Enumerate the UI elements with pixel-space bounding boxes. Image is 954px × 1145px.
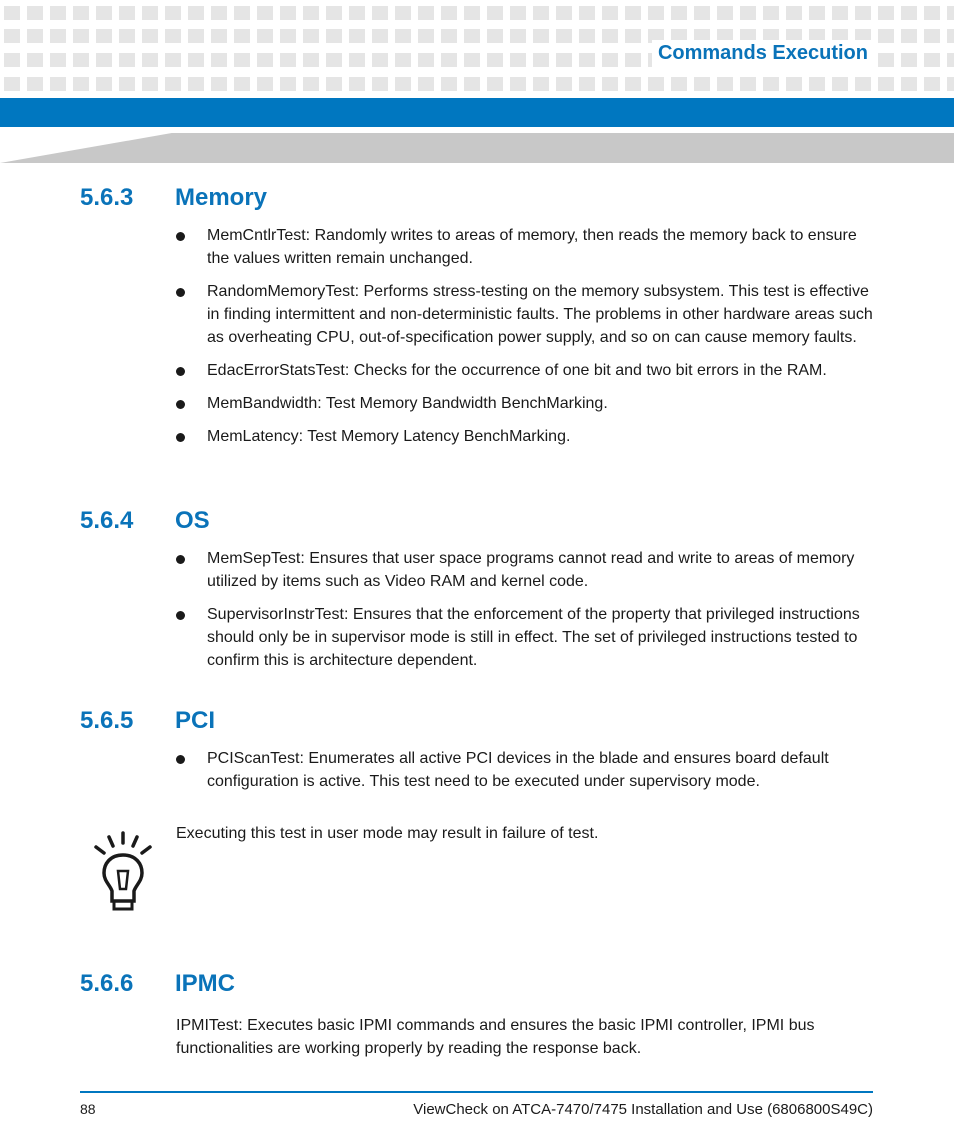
bullet-icon <box>176 400 185 409</box>
section-heading-ipmc <box>80 970 235 998</box>
header-pattern-row <box>4 6 954 20</box>
section-heading-os <box>80 507 210 535</box>
pci-test-list <box>176 747 876 803</box>
header-pattern-row <box>4 77 954 91</box>
bullet-icon <box>176 433 185 442</box>
footer-divider <box>80 1091 873 1093</box>
running-header-title: Commands Execution <box>652 40 874 67</box>
list-item: SupervisorInstrTest: Ensures that the enforcement of the property that privileged instructions should only be in supervisor mode is still in effect. The set of privileged instructions tested to confirm this is architecture dependent. <box>176 603 876 672</box>
os-test-list <box>176 547 876 682</box>
memory-test-list <box>176 224 876 458</box>
section-number: 5.6.3 <box>80 184 134 211</box>
section-title: PCI <box>175 707 216 734</box>
bullet-icon <box>176 755 185 764</box>
section-title: IPMC <box>175 970 235 997</box>
bullet-icon <box>176 232 185 241</box>
section-heading-pci <box>80 707 215 735</box>
section-number: 5.6.4 <box>80 507 134 534</box>
section-heading-memory <box>80 184 267 212</box>
list-item: MemCntlrTest: Randomly writes to areas of memory, then reads the memory back to ensure the values written remain unchanged. <box>176 224 876 270</box>
list-item: MemBandwidth: Test Memory Bandwidth BenchMarking. <box>176 392 876 415</box>
bullet-icon <box>176 611 185 620</box>
section-title: Memory <box>175 184 268 211</box>
page-number: 88 <box>80 1101 96 1117</box>
header-blue-bar <box>0 98 954 127</box>
header-gray-wedge <box>0 133 954 163</box>
bullet-icon <box>176 288 185 297</box>
list-item: EdacErrorStatsTest: Checks for the occurrence of one bit and two bit errors in the RAM. <box>176 359 876 382</box>
footer-document-title: ViewCheck on ATCA-7470/7475 Installation and Use (6806800S49C) <box>413 1101 873 1118</box>
list-item: RandomMemoryTest: Performs stress-testing on the memory subsystem. This test is effective in finding intermittent and non-deterministic faults. The problems in other hardware areas such as overheating CPU, out-of-specification power supply, and so on can cause memory faults. <box>176 280 876 349</box>
lightbulb-icon <box>92 831 154 913</box>
section-title: OS <box>175 507 210 534</box>
list-item: MemSepTest: Ensures that user space programs cannot read and write to areas of memory utilized by items such as Video RAM and kernel code. <box>176 547 876 593</box>
list-item: PCIScanTest: Enumerates all active PCI devices in the blade and ensures board default configuration is active. This test need to be executed under supervisory mode. <box>176 747 876 793</box>
ipmc-description: IPMITest: Executes basic IPMI commands and ensures the basic IPMI controller, IPMI bus functionalities are working properly by reading the response back. <box>176 1017 815 1057</box>
bullet-icon <box>176 367 185 376</box>
bullet-icon <box>176 555 185 564</box>
list-item: MemLatency: Test Memory Latency BenchMarking. <box>176 425 876 448</box>
section-number: 5.6.6 <box>80 970 134 997</box>
section-number: 5.6.5 <box>80 707 134 734</box>
pci-note-text: Executing this test in user mode may result in failure of test. <box>176 825 599 842</box>
